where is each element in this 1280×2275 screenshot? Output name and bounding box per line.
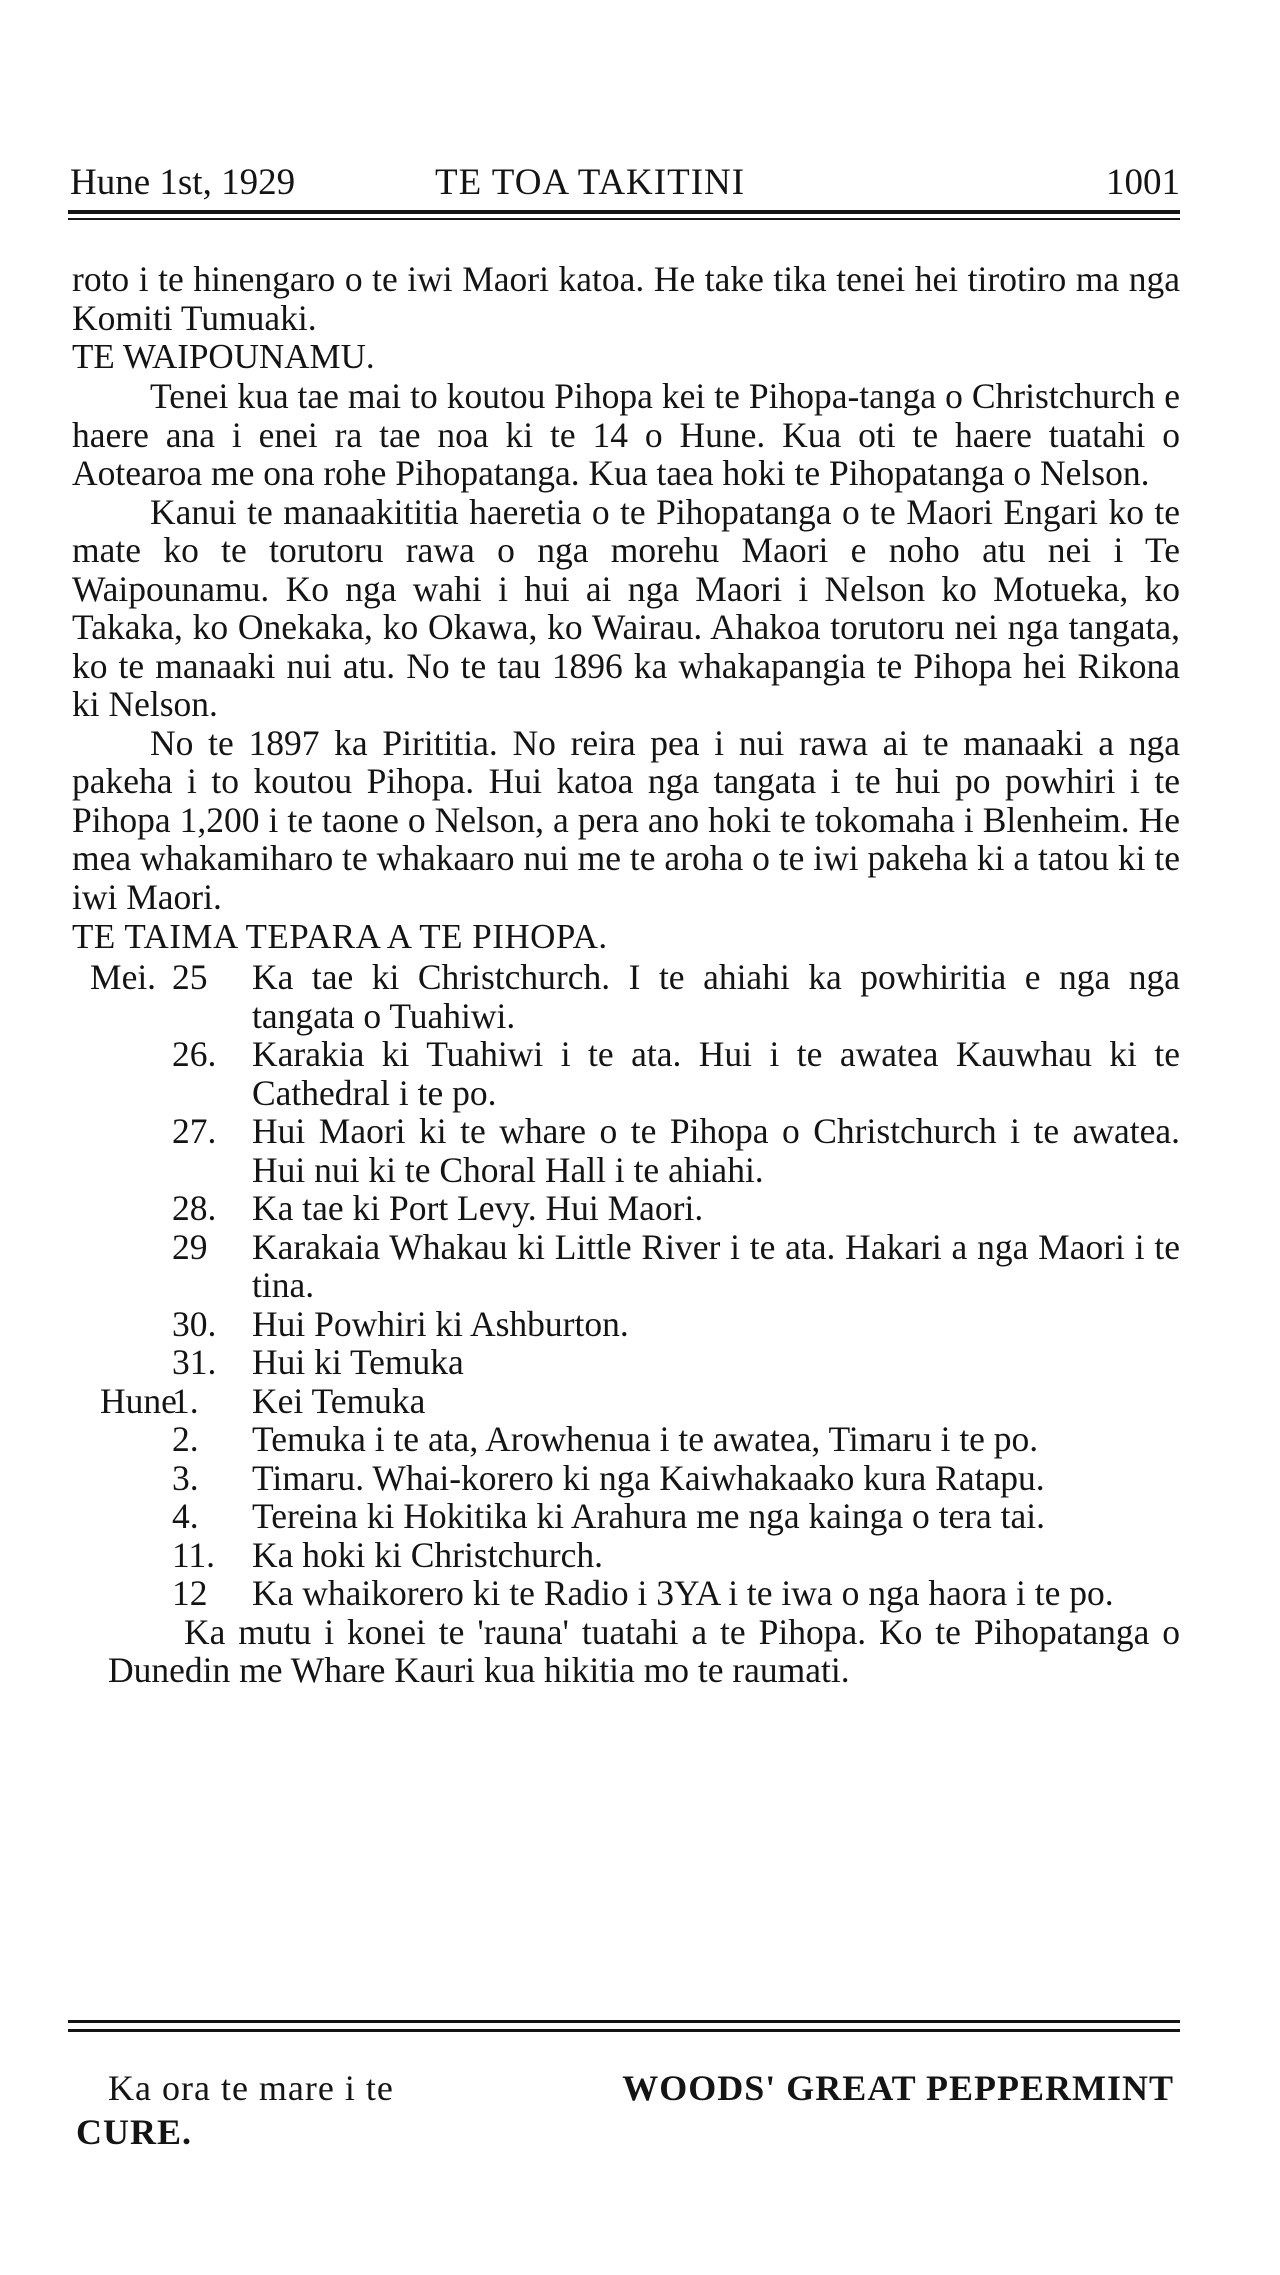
schedule-text: Ka tae ki Christchurch. I te ahiahi ka powhiritia e nga nga tangata o Tuahiwi. bbox=[252, 957, 1180, 1036]
header-date: Hune 1st, 1929 bbox=[70, 162, 296, 203]
header-rule-bottom bbox=[68, 218, 1180, 220]
body-paragraph-3: No te 1897 ka Pirititia. No reira pea i nui rawa ai te manaaki a nga pakeha i to koutou Pihopa. Hui katoa nga tangata i te hui po powhiri i te Pihopa 1,200 i te taone o Nelson, a pera ano hoki te tokomaha i Blenheim. He mea whakamiharo te whakaaro nui me te aroha o te iwi pakeha ki a tatou ki te iwi Maori. bbox=[72, 722, 1180, 917]
schedule-day: 3. bbox=[172, 1457, 199, 1498]
schedule-day: 29 bbox=[172, 1226, 208, 1267]
schedule-text: Ka hoki ki Christchurch. bbox=[252, 1534, 603, 1575]
schedule-text: Karakaia Whakau ki Little River i te ata. Hakari a nga Maori i te tina. bbox=[252, 1226, 1180, 1305]
schedule-text: Karakia ki Tuahiwi i te ata. Hui i te awatea Kauwhau ki te Cathedral i te po. bbox=[252, 1034, 1180, 1113]
advertisement-line-1 bbox=[108, 2066, 1174, 2110]
schedule-day: 2. bbox=[172, 1419, 199, 1459]
schedule-item bbox=[72, 1228, 1180, 1305]
schedule-text: Hui ki Temuka bbox=[252, 1342, 464, 1382]
schedule-month: Hune bbox=[100, 1380, 177, 1421]
schedule-text: Ka tae ki Port Levy. Hui Maori. bbox=[252, 1188, 704, 1228]
schedule-day: 11. bbox=[172, 1534, 216, 1575]
schedule-day: 25 bbox=[172, 957, 208, 997]
schedule-day: 4. bbox=[172, 1496, 199, 1536]
schedule-day: 26. bbox=[172, 1034, 217, 1074]
page-number: 1001 bbox=[1106, 162, 1180, 203]
advertisement-lead: Ka ora te mare i te bbox=[108, 2068, 394, 2108]
schedule-text: Hui Powhiri ki Ashburton. bbox=[252, 1303, 629, 1344]
schedule-item bbox=[72, 958, 1180, 1035]
schedule-item bbox=[72, 1382, 1180, 1421]
schedule-day: 1. bbox=[172, 1380, 199, 1421]
schedule-text: Tereina ki Hokitika ki Arahura me nga kainga o tera tai. bbox=[252, 1496, 1046, 1536]
schedule-list bbox=[72, 958, 1180, 1613]
schedule-heading: TE TAIMA TEPARA A TE PIHOPA. bbox=[72, 917, 608, 956]
footer-rule-top bbox=[68, 2020, 1180, 2023]
schedule-item bbox=[72, 1189, 1180, 1228]
schedule-item bbox=[72, 1035, 1180, 1112]
body-paragraph-2: Kanui te manaakititia haeretia o te Pihopatanga o te Maori Engari ko te mate ko te torutoru rawa o nga morehu Maori e noho atu nei i Te Waipounamu. Ko nga wahi i hui ai nga Maori i Nelson ko Motueka, ko Takaka, ko Onekaka, ko Okawa, ko Wairau. Ahakoa torutoru nei nga tangata, ko te manaaki nui atu. No te tau 1896 ka whakapangia te Pihopa hei Rikona ki Nelson. bbox=[72, 491, 1180, 724]
schedule-item bbox=[72, 1497, 1180, 1536]
schedule-text: Timaru. Whai-korero ki nga Kaiwhakaako kura Ratapu. bbox=[252, 1457, 1045, 1498]
publication-title: TE TOA TAKITINI bbox=[435, 162, 746, 203]
body-paragraph-1: Tenei kua tae mai to koutou Pihopa kei te Pihopa-tanga o Christchurch e haere ana i enei ra tae noa ki te 14 o Hune. Kua oti te haere tuatahi o Aotearoa me ona rohe Pihopatanga. Kua taea hoki te Pihopatanga o Nelson. bbox=[72, 376, 1180, 493]
intro-paragraph: roto i te hinengaro o te iwi Maori katoa. He take tika tenei hei tirotiro ma nga Komiti Tumuaki. bbox=[72, 259, 1180, 338]
schedule-item bbox=[72, 1536, 1180, 1575]
section-heading: TE WAIPOUNAMU. bbox=[72, 337, 375, 376]
schedule-text: Kei Temuka bbox=[252, 1380, 426, 1421]
advertisement bbox=[76, 2066, 1174, 2154]
schedule-day: 30. bbox=[172, 1303, 217, 1344]
schedule-item bbox=[72, 1343, 1180, 1382]
schedule-text: Temuka i te ata, Arowhenua i te awatea, Timaru i te po. bbox=[252, 1419, 1039, 1459]
advertisement-product-continued: CURE. bbox=[76, 2112, 193, 2152]
schedule-item bbox=[72, 1305, 1180, 1344]
schedule-text: Ka whaikorero ki te Radio i 3YA i te iwa o nga haora i te po. bbox=[252, 1573, 1114, 1613]
schedule-item bbox=[72, 1112, 1180, 1189]
schedule-day: 31. bbox=[172, 1342, 217, 1382]
closing-paragraph: Ka mutu i konei te 'rauna' tuatahi a te Pihopa. Ko te Pihopatanga o Dunedin me Whare Kauri kua hikitia mo te raumati. bbox=[108, 1611, 1180, 1690]
schedule-day: 27. bbox=[172, 1111, 217, 1151]
schedule-day: 12 bbox=[172, 1573, 208, 1613]
schedule-month: Mei. bbox=[90, 957, 157, 997]
advertisement-product: WOODS' GREAT PEPPERMINT bbox=[622, 2068, 1174, 2108]
footer-rules bbox=[68, 2020, 1180, 2032]
footer-rule-bottom bbox=[68, 2029, 1180, 2032]
page-header bbox=[70, 160, 1180, 206]
header-rule-top bbox=[68, 210, 1180, 214]
schedule-text: Hui Maori ki te whare o te Pihopa o Christchurch i te awatea. Hui nui ki te Choral Hall i te ahiahi. bbox=[252, 1111, 1180, 1190]
article-body bbox=[72, 260, 1180, 1690]
schedule-item bbox=[72, 1459, 1180, 1498]
schedule-item bbox=[72, 1574, 1180, 1613]
schedule-item bbox=[72, 1420, 1180, 1459]
schedule-day: 28. bbox=[172, 1188, 217, 1228]
